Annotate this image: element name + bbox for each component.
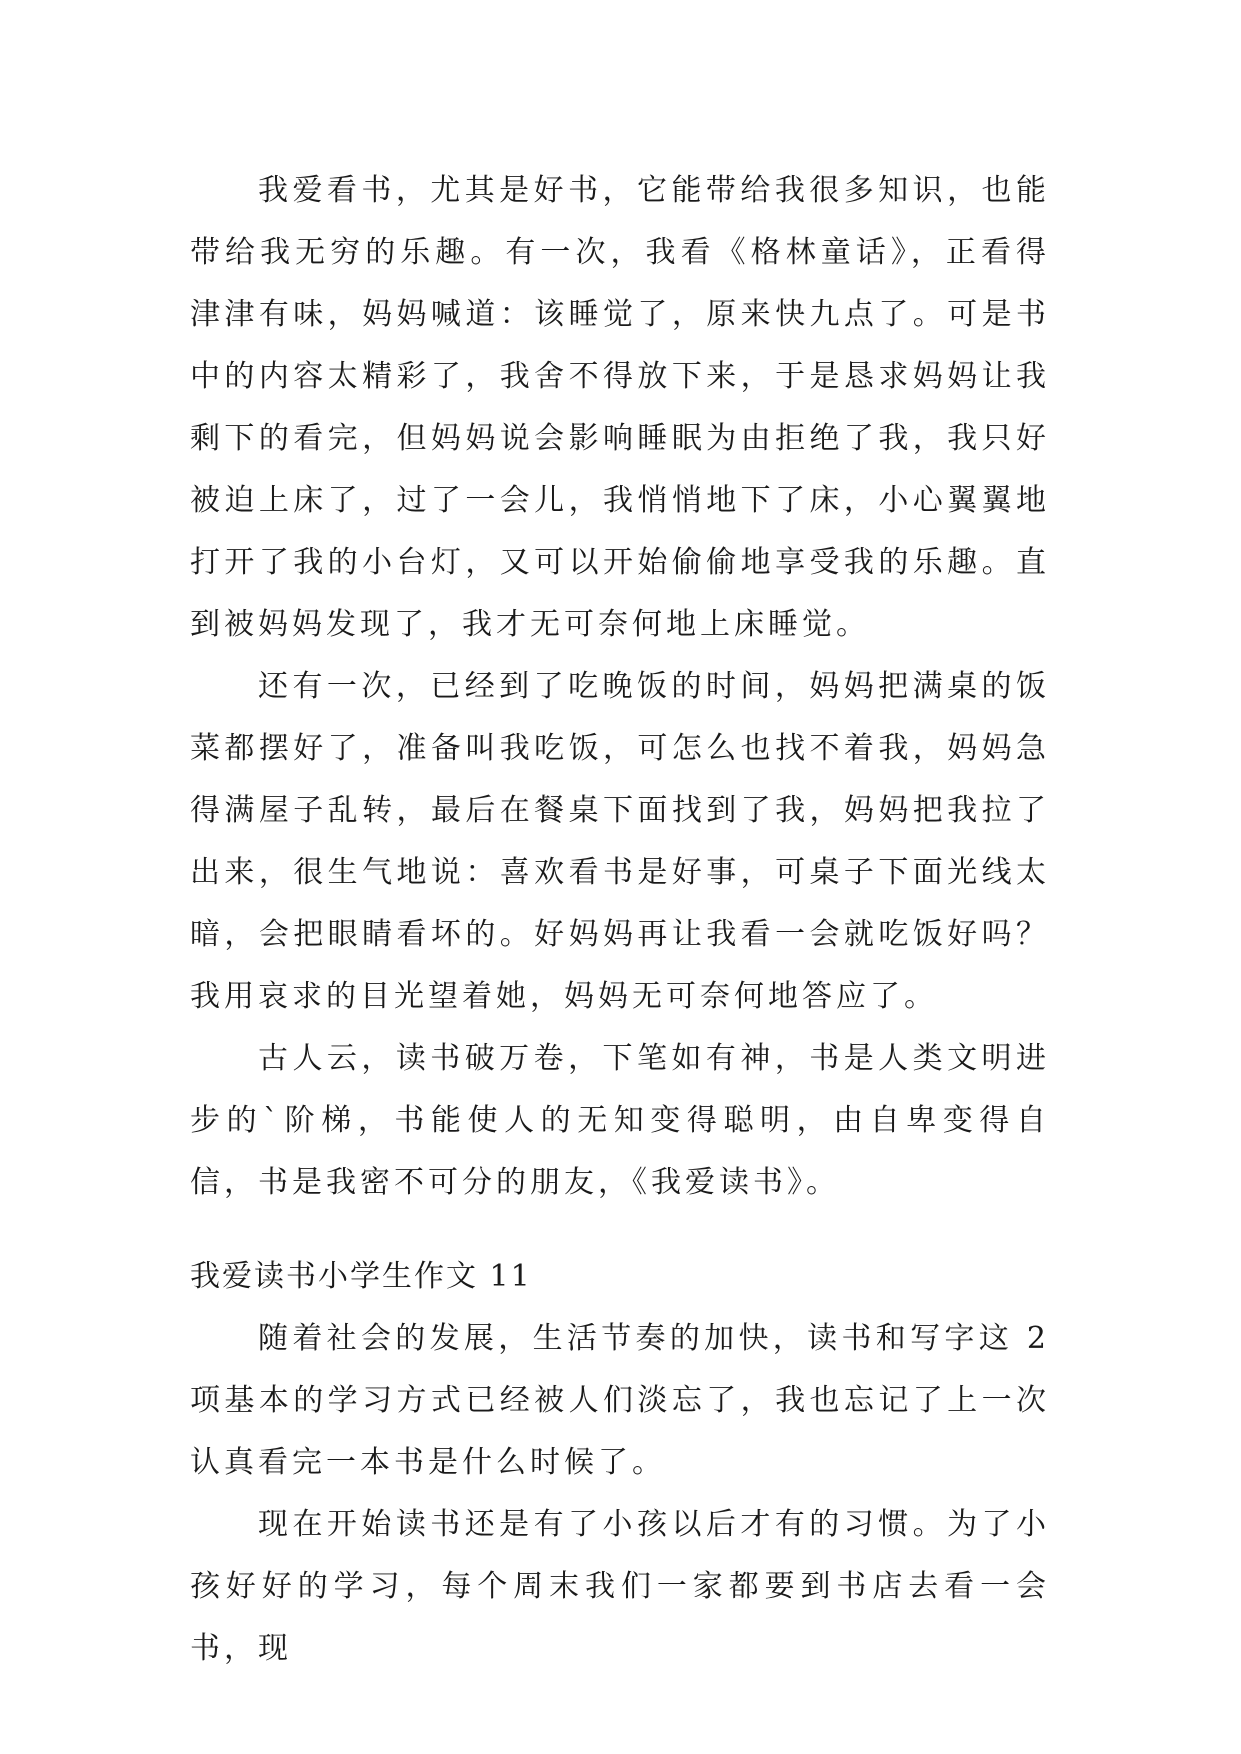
body-paragraph: 古人云，读书破万卷，下笔如有神，书是人类文明进步的`阶梯，书能使人的无知变得聪明，由自卑变得自信，书是我密不可分的朋友，《我爱读书》。 (190, 1041, 1050, 1200)
body-paragraph: 随着社会的发展，生活节奏的加快，读书和写字这 2 项基本的学习方式已经被人们淡忘了，我也忘记了上一次认真看完一本书是什么时候了。 (190, 1321, 1050, 1480)
document-body (190, 160, 1050, 1680)
body-paragraph: 我爱看书，尤其是好书，它能带给我很多知识，也能带给我无穷的乐趣。有一次，我看《格林童话》，正看得津津有味，妈妈喊道：该睡觉了，原来快九点了。可是书中的内容太精彩了，我舍不得放下来，于是恳求妈妈让我剩下的看完，但妈妈说会影响睡眠为由拒绝了我，我只好被迫上床了，过了一会儿，我悄悄地下了床，小心翼翼地打开了我的小台灯，又可以开始偷偷地享受我的乐趣。直到被妈妈发现了，我才无可奈何地上床睡觉。 (190, 173, 1050, 642)
body-paragraph: 现在开始读书还是有了小孩以后才有的习惯。为了小孩好好的学习，每个周末我们一家都要到书店去看一会书，现 (190, 1507, 1050, 1666)
body-paragraph: 还有一次，已经到了吃晚饭的时间，妈妈把满桌的饭菜都摆好了，准备叫我吃饭，可怎么也找不着我，妈妈急得满屋子乱转，最后在餐桌下面找到了我，妈妈把我拉了出来，很生气地说：喜欢看书是好事，可桌子下面光线太暗，会把眼睛看坏的。好妈妈再让我看一会就吃饭好吗？我用哀求的目光望着她，妈妈无可奈何地答应了。 (190, 669, 1050, 1014)
section-heading: 我爱读书小学生作文 11 (190, 1259, 532, 1294)
